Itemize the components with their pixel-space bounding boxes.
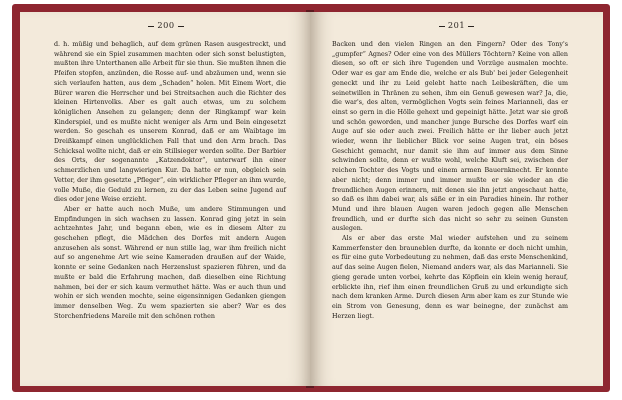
right-page — [310, 12, 603, 386]
left-paragraph-1: d. h. müßig und behaglich, auf dem grünen Rasen ausgestreckt, und während sie ein Spiel zusammen machten oder sich sonst belustigten, mußten ihre Unterthanen alle Arbeit für sie thun. Sie mußten ihnen die Pfeifen stopfen, anzünden, die Rosse auf- und abzäumen und, wenn sie sich verlaufen hatten, aus dem „Schaden“ holen. Mit Einem Wort, die Bürer waren die Herrscher und bei Streitsachen auch die Richter des kleinen Hirtenvolks. Aber es galt auch etwas, um zu solchem königlichen Ansehen zu gelangen; denn der Ringkampf war kein Kinderspiel, und es mußte nicht weniger als Arm und Bein eingesetzt werden. So geschah es unserem Konrad, daß er am Waibtage im Dreißkampf einen unglücklichen Fall that und den Arm brach. Das Schicksal wollte nicht, daß er ein Stillsieger werden sollte. Der Barbier des Orts, der sogenannte „Katzendoktor“, unterwarf ihn einer schmerzlichen und langwierigen Kur. Da hatte er nun, obgleich sein Vetter, der ihm gesetzte „Pfleger“, ein wirklicher Pfleger an ihm wurde, volle Muße, die Geduld zu lernen, zu der das Leben seine Jugend auf dies oder jene Weise erzieht. — [54, 41, 286, 204]
right-paragraph-1: Backen und den vielen Ringen an den Fingern? Oder des Tony's „gumpfer“ Agnes? Oder eine von des Müllers Töchtern? Keine von allen diesen, so oft er sich ihre Tugenden und Vorzüge ausmalen mochte. Oder war es gar am Ende die, welche er als Bub' bei jeder Gelegenheit geneckt und ihr zu Leid gelebt hatte nach Leibeskräften, die um seinetwillen in Thränen zu sehen, ihm ein Genuß gewesen war? Ja, die, die war's, des alten, vermöglichen Vogts sein feines Marianneli, das er einst so gern in die Hölle gehext und gepeinigt hätte. Jetzt war sie groß und schön geworden, und mancher junge Bursche des Dorfes warf ein Auge auf sie oder auch zwei. Freilich hätte er ihr lieber auch jetzt wieder, wenn ihr lieblicher Blick vor seine Augen trat, ein böses Geschicht gemacht, nur damit sie ihm auf immer aus dem Sinne schwinden sollte, denn er wußte wohl, welche Kluft sei, zwischen der reichen Tochter des Vogts und einem armen Bauernknecht. Er konnte aber nicht; denn immer und immer mußte er sie wieder an die freundlichen Augen erinnern, mit denen sie ihn jetzt angeschaut hatte, so daß es ihm dabei war, als säße er in ein Paradies hinein. Ihr rother Mund und ihre blauen Augen waren jedoch gegen alle Menschen freundlich, und er durfte sich das nicht so sehr zu seinen Gunsten auslegen. — [332, 41, 568, 233]
left-page-number: 200 — [20, 20, 312, 30]
right-paragraph-2: Als er aber das erste Mal wieder aufstehen und zu seinem Kammerfenster den brauneblen durfte, da konnte er doch nicht umhin, es für eine gute Vorbedeutung zu nehmen, daß das erste Menschenkind, auf das seine Augen fielen, Niemand anders war, als das Marianneli. Sie gieng gerade unten vorbei, kehrte das Köpflein ein klein wenig herauf, erblickte ihn, rief ihm einen freundlichen Gruß zu und erkundigte sich nach dem kranken Arme. Durch diesen Arm aber kam es zur Stunde wie ein Strom von Genesung, denn es war beinegne, der zunächst am Herzen liegt. — [332, 235, 568, 320]
left-page — [20, 12, 312, 386]
left-paragraph-2: Aber er hatte auch noch Muße, um andere Stimmungen und Empfindungen in sich wachsen zu lassen. Konrad ging jetzt in sein achtzehntes Jahr, und begann eben, wie es in diesem Alter zu geschehen pflegt, die Mädchen des Dorfes mit andern Augen anzusehen als sonst. Während er nun stille lag, war ihm freilich nicht auf so angenehme Art wie seine Kameraden draußen auf der Waide, konnte er seine Gedanken nach Herzenslust spazieren führen, und da mußte er bald die Erfahrung machen, daß dieselben eine Richtung nahmen, bei der er sich kaum vermuthet hätte. Was er auch thun und wohin er sich wenden mochte, seine eigensinnigen Gedanken giengen immer denselben Weg. Zu wem spazierten sie aber? War es des Storchenfriedens Mareile mit den schönen rothen — [54, 205, 286, 320]
book — [12, 4, 610, 392]
right-page-text — [332, 40, 568, 321]
left-page-text — [54, 40, 286, 321]
right-page-number: 201 — [310, 20, 603, 30]
